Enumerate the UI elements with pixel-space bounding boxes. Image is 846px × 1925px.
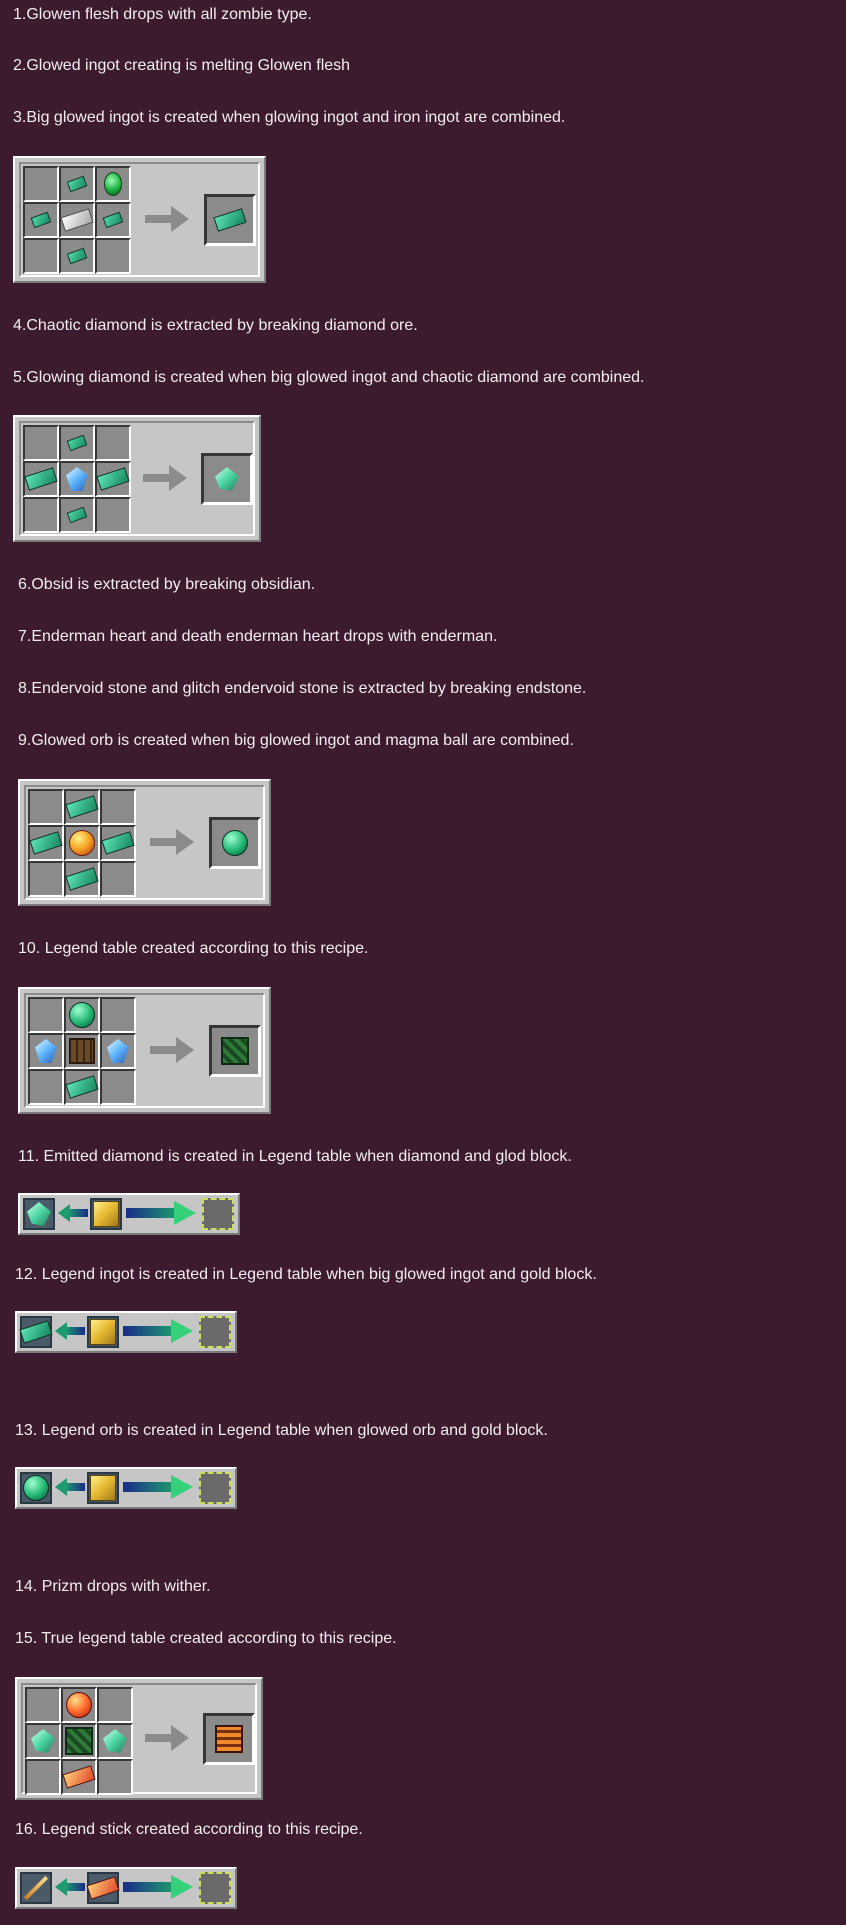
legend-input-slot	[90, 1198, 122, 1230]
crafting-slot	[28, 997, 64, 1033]
glowed-orb-icon	[69, 1002, 95, 1028]
legend-output-slot	[202, 1198, 234, 1230]
crafting-arrow-icon	[145, 206, 191, 232]
step-6-text: 6.Obsid is extracted by breaking obsidian.	[18, 576, 316, 593]
crafting-slot	[59, 238, 95, 274]
crafting-slot	[97, 1723, 133, 1759]
legend-table-recipe-legend-orb	[15, 1467, 237, 1509]
step-13-text: 13. Legend orb is created in Legend table when glowed orb and gold block.	[15, 1422, 548, 1439]
crafting-grid	[23, 166, 131, 274]
crafting-arrow-icon	[150, 1037, 196, 1063]
crafting-slot	[28, 1069, 64, 1105]
step-2-text: 2.Glowed ingot creating is melting Glowen flesh	[13, 57, 351, 74]
legend-table-icon	[221, 1037, 249, 1065]
legend-table-recipe-legend-ingot	[15, 1311, 237, 1353]
arrow-left-icon	[55, 1322, 85, 1340]
big-green-ingot-icon	[65, 795, 98, 819]
crafting-slot	[97, 1687, 133, 1723]
crafting-grid	[25, 1687, 133, 1795]
gold-block-icon	[90, 1319, 116, 1345]
step-3-text: 3.Big glowed ingot is created when glowing ingot and iron ingot are combined.	[13, 109, 566, 126]
crafting-slot	[100, 825, 136, 861]
crafting-recipe-true-legend-table	[15, 1677, 263, 1800]
legend-output-slot	[199, 1316, 231, 1348]
step-14-text: 14. Prizm drops with wither.	[15, 1578, 211, 1595]
big-green-ingot-icon	[65, 1075, 98, 1099]
crafting-slot	[23, 425, 59, 461]
crafting-slot	[61, 1687, 97, 1723]
crafting-slot	[28, 1033, 64, 1069]
legend-input-slot	[87, 1872, 119, 1904]
big-green-ingot-icon	[96, 467, 129, 491]
crafting-slot	[23, 238, 59, 274]
crafting-slot	[59, 461, 95, 497]
legend-input-slot	[23, 1198, 55, 1230]
crafting-slot	[23, 461, 59, 497]
crafting-slot	[100, 789, 136, 825]
glowed-orb-icon	[23, 1475, 49, 1501]
small-green-ingot-icon	[103, 212, 124, 228]
crafting-slot	[95, 166, 131, 202]
small-green-ingot-icon	[67, 435, 88, 451]
gold-block-icon	[90, 1475, 116, 1501]
crafting-output-slot	[209, 1025, 261, 1077]
step-4-text: 4.Chaotic diamond is extracted by breaking diamond ore.	[13, 317, 418, 334]
crafting-arrow-icon	[143, 465, 189, 491]
crafting-slot	[59, 166, 95, 202]
crafting-output-slot	[201, 453, 253, 505]
arrow-right-icon	[123, 1875, 193, 1899]
crafting-slot	[61, 1759, 97, 1795]
big-green-ingot-icon	[101, 831, 134, 855]
arrow-left-icon	[55, 1878, 85, 1896]
arrow-right-icon	[123, 1475, 193, 1499]
legend-output-slot	[199, 1472, 231, 1504]
crafting-slot	[25, 1759, 61, 1795]
crafting-slot	[95, 497, 131, 533]
magma-ball-icon	[69, 830, 95, 856]
red-ingot-icon	[62, 1765, 95, 1789]
arrow-right-icon	[126, 1201, 196, 1225]
step-8-text: 8.Endervoid stone and glitch endervoid stone is extracted by breaking endstone.	[18, 680, 587, 697]
chaotic-diamond-icon	[66, 467, 88, 491]
crafting-slot	[64, 789, 100, 825]
small-green-ingot-icon	[31, 212, 52, 228]
step-9-text: 9.Glowed orb is created when big glowed ingot and magma ball are combined.	[18, 732, 574, 749]
chaotic-diamond-icon	[107, 1039, 129, 1063]
arrow-right-icon	[123, 1319, 193, 1343]
big-green-ingot-icon	[24, 467, 57, 491]
stick-icon	[24, 1876, 48, 1900]
crafting-grid	[28, 789, 136, 897]
big-green-ingot-icon	[213, 208, 246, 232]
crafting-grid	[28, 997, 136, 1105]
red-ingot-icon	[86, 1876, 119, 1900]
legend-input-slot	[87, 1472, 119, 1504]
big-green-ingot-icon	[29, 831, 62, 855]
legend-input-slot	[20, 1872, 52, 1904]
glowing-diamond-icon	[31, 1729, 55, 1753]
crafting-slot	[28, 825, 64, 861]
emerald-icon	[104, 172, 122, 196]
iron-ingot-icon	[60, 208, 93, 232]
crafting-slot	[23, 166, 59, 202]
chaotic-diamond-icon	[35, 1039, 57, 1063]
glowing-diamond-icon	[103, 1729, 127, 1753]
legend-input-slot	[87, 1316, 119, 1348]
step-5-text: 5.Glowing diamond is created when big glowed ingot and chaotic diamond are combined.	[13, 369, 645, 386]
crafting-slot	[95, 425, 131, 461]
crafting-arrow-icon	[145, 1725, 191, 1751]
crafting-slot	[28, 789, 64, 825]
crafting-slot	[59, 202, 95, 238]
crafting-slot	[64, 1033, 100, 1069]
legend-input-slot	[20, 1316, 52, 1348]
crafting-output-slot	[204, 194, 256, 246]
crafting-slot	[23, 497, 59, 533]
prizm-icon	[66, 1692, 92, 1718]
crafting-slot	[64, 1069, 100, 1105]
legend-table-recipe-legend-stick	[15, 1867, 237, 1909]
crafting-recipe-glowing-diamond	[13, 415, 261, 542]
crafting-recipe-big-glowed-ingot	[13, 156, 266, 283]
gold-block-icon	[93, 1201, 119, 1227]
crafting-slot	[64, 825, 100, 861]
crafting-slot	[95, 202, 131, 238]
step-15-text: 15. True legend table created according to this recipe.	[15, 1630, 397, 1647]
true-legend-table-icon	[215, 1725, 243, 1753]
arrow-left-icon	[55, 1478, 85, 1496]
crafting-slot	[95, 238, 131, 274]
crafting-output-slot	[209, 817, 261, 869]
small-green-ingot-icon	[67, 507, 88, 523]
step-7-text: 7.Enderman heart and death enderman heart drops with enderman.	[18, 628, 498, 645]
crafting-slot	[100, 1033, 136, 1069]
step-10-text: 10. Legend table created according to this recipe.	[18, 940, 369, 957]
legend-input-slot	[20, 1472, 52, 1504]
crafting-slot	[97, 1759, 133, 1795]
step-1-text: 1.Glowen flesh drops with all zombie type.	[13, 6, 312, 23]
crafting-slot	[25, 1723, 61, 1759]
crafting-recipe-legend-table	[18, 987, 271, 1114]
small-green-ingot-icon	[67, 248, 88, 264]
legend-table-recipe-emitted-diamond	[18, 1193, 240, 1235]
crafting-slot	[59, 425, 95, 461]
crafting-slot	[95, 461, 131, 497]
legend-table-icon	[65, 1727, 93, 1755]
step-12-text: 12. Legend ingot is created in Legend table when big glowed ingot and gold block.	[15, 1266, 597, 1283]
crafting-grid	[23, 425, 131, 533]
crafting-slot	[25, 1687, 61, 1723]
big-green-ingot-icon	[65, 867, 98, 891]
crafting-recipe-glowed-orb	[18, 779, 271, 906]
crafting-slot	[59, 497, 95, 533]
legend-output-slot	[199, 1872, 231, 1904]
crafting-slot	[100, 861, 136, 897]
small-green-ingot-icon	[67, 176, 88, 192]
crafting-output-slot	[203, 1713, 255, 1765]
glowed-orb-icon	[222, 830, 248, 856]
crafting-slot	[64, 997, 100, 1033]
glowing-diamond-icon	[215, 467, 239, 491]
crafting-slot	[61, 1723, 97, 1759]
step-16-text: 16. Legend stick created according to this recipe.	[15, 1821, 363, 1838]
crafting-slot	[100, 997, 136, 1033]
diamond-icon	[27, 1202, 51, 1226]
big-green-ingot-icon	[19, 1320, 52, 1344]
crafting-slot	[23, 202, 59, 238]
crafting-slot	[64, 861, 100, 897]
crafting-table-icon	[69, 1038, 95, 1064]
arrow-left-icon	[58, 1204, 88, 1222]
crafting-slot	[28, 861, 64, 897]
crafting-arrow-icon	[150, 829, 196, 855]
step-11-text: 11. Emitted diamond is created in Legend table when diamond and glod block.	[18, 1148, 572, 1165]
crafting-slot	[100, 1069, 136, 1105]
